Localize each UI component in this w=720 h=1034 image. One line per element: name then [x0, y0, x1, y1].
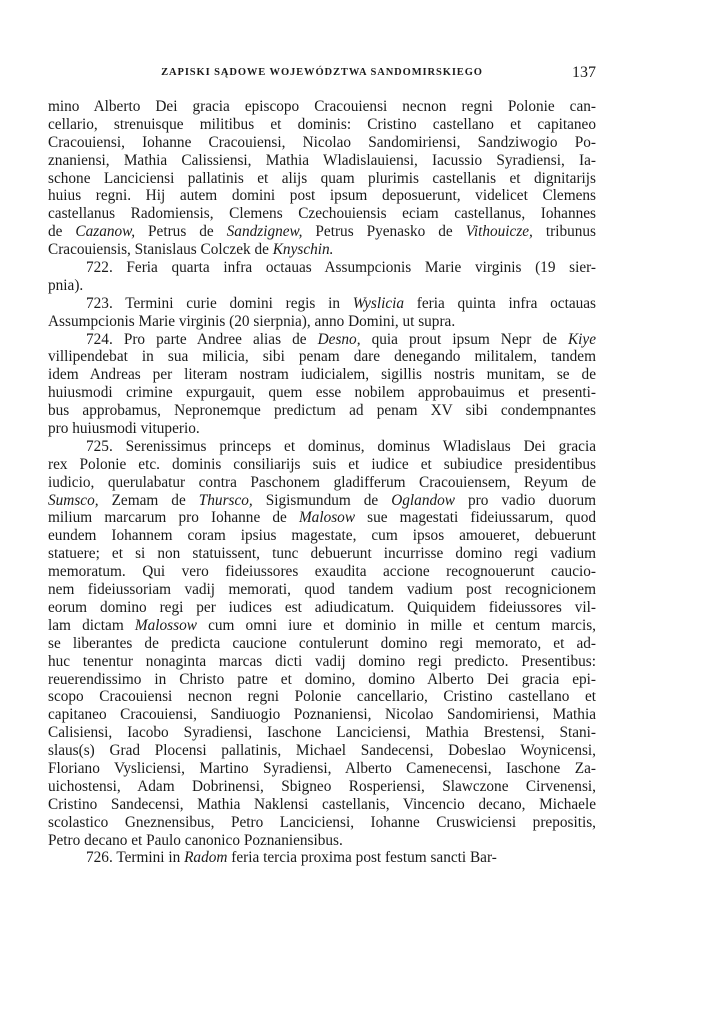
text-line	[48, 849, 596, 867]
text-span: bus approbamus, Nepronemque predictum ad penam XV sibi condempnantes	[48, 402, 596, 420]
text-line	[48, 134, 596, 152]
text-span: uichostensi, Adam Dobrinensi, Sbigneo Rosperiensi, Slawczone Cirvenensi,	[48, 777, 596, 795]
text-span: znaniensi, Mathia Calissiensi, Mathia Wladislauiensi, Iacussio Syradiensi, Ia-	[48, 151, 596, 169]
text-line	[48, 760, 596, 778]
text-span: scopo Cracouiensi necnon regni Polonie cancellario, Cristino castellano et	[48, 688, 596, 706]
text-span: iudicio, querulabatur contra Paschonem gladifferum Cracouiensem, Reyum de	[48, 473, 596, 491]
text-line	[48, 617, 596, 635]
text-span: pnia).	[48, 276, 84, 294]
text-line	[48, 205, 596, 223]
text-span: pro vadio duorum	[454, 491, 596, 509]
text-span: feria tercia proxima post festum sancti Bar-	[227, 849, 497, 867]
text-span: 724. Pro parte Andree alias de	[86, 330, 318, 348]
text-span: huc tenentur nonaginta marcas dicti vadij domino regi predicto. Presentibus:	[48, 652, 596, 670]
text-span: tribunus	[532, 223, 596, 241]
text-line	[48, 832, 596, 850]
italic-place-name: Sumsco,	[48, 491, 99, 509]
text-line	[48, 563, 596, 581]
italic-place-name: Wyslicia	[352, 294, 405, 312]
text-span: Floriano Vysliciensi, Martino Syradiensi, Alberto Camenecensi, Iaschone Za-	[48, 759, 596, 777]
running-title: ZAPISKI SĄDOWE WOJEWÓDZTWA SANDOMIRSKIEGO	[161, 67, 483, 78]
text-span: Assumpcionis Marie virginis (20 sierpnia), anno Domini, ut supra.	[48, 312, 456, 330]
italic-place-name: Malossow	[134, 616, 197, 634]
text-span: huiusmodi crimine expurgauit, quem esse nobilem approbauimus et presenti-	[48, 384, 596, 402]
text-line	[48, 366, 596, 384]
text-span: mino Alberto Dei gracia episcopo Cracouiensi necnon regni Polonie can-	[48, 98, 596, 115]
italic-place-name: Vithouicze,	[465, 223, 533, 241]
text-line	[48, 778, 596, 796]
text-line	[48, 509, 596, 527]
text-span: sue magestati fideiussarum, quod	[355, 509, 596, 527]
text-line	[48, 438, 596, 456]
text-line	[48, 796, 596, 814]
italic-place-name: Cazanow,	[75, 223, 136, 241]
text-span: Sigismundum de	[252, 491, 392, 509]
italic-place-name: Oglandow	[391, 491, 455, 509]
text-span: memoratum. Qui vero fideiussores exaudita accione recognouerunt caucio-	[48, 563, 596, 581]
text-line	[48, 402, 596, 420]
text-span: 722. Feria quarta infra octauas Assumpcionis Marie virginis (19 sier-	[86, 259, 596, 277]
text-span: 725. Serenissimus princeps et dominus, dominus Wladislaus Dei gracia	[86, 437, 596, 455]
italic-place-name: Malosow	[298, 509, 356, 527]
text-span: castellanus Radomiensis, Clemens Czechouiensis eciam castellanus, Iohannes	[48, 205, 596, 223]
text-line	[48, 295, 596, 313]
text-line	[48, 635, 596, 653]
text-span: capitaneo Cracouiensi, Sandiuogio Poznaniensi, Nicolao Sandomiriensi, Mathia	[48, 706, 596, 724]
text-line	[48, 474, 596, 492]
text-line	[48, 581, 596, 599]
text-span: Zemam de	[98, 491, 199, 509]
running-head	[48, 64, 596, 86]
italic-place-name: Radom	[184, 849, 228, 867]
text-span: Cracouiensi, Iohanne Cracouiensi, Nicolao Sandomiriensi, Sandziwogio Po-	[48, 133, 596, 151]
italic-place-name: Desno,	[317, 330, 361, 348]
text-span: scolastico Gneznensibus, Petro Lanciciensi, Iohanne Cruswiciensi prepositis,	[48, 813, 596, 831]
text-span: pro huiusmodi vituperio.	[48, 420, 200, 438]
page-number: 137	[572, 64, 596, 81]
text-span: idem Andreas per literam nostram iudicialem, sigillis nostris munitam, se de	[48, 366, 596, 384]
text-line	[48, 348, 596, 366]
text-line	[48, 331, 596, 349]
text-span: milium marcarum pro Iohanne de	[48, 509, 299, 527]
text-span: Petro decano et Paulo canonico Poznaniensibus.	[48, 831, 343, 849]
text-line	[48, 671, 596, 689]
text-line	[48, 527, 596, 545]
italic-place-name: Kiye	[567, 330, 596, 348]
text-line	[48, 170, 596, 188]
text-line	[48, 456, 596, 474]
text-span: reuerendissimo in Christo patre et domino, domino Alberto Dei gracia epi-	[48, 670, 596, 688]
text-line	[48, 223, 596, 241]
text-line	[48, 187, 596, 205]
italic-place-name: Thursco,	[198, 491, 253, 509]
text-line	[48, 706, 596, 724]
text-line	[48, 384, 596, 402]
text-line	[48, 241, 596, 259]
text-span: villipendebat in sua milicia, sibi penam dare denegando militalem, tandem	[48, 348, 596, 366]
text-span: lam dictam	[48, 616, 135, 634]
text-span: cum omni iure et dominio in mille et centum marcis,	[196, 616, 596, 634]
text-line	[48, 259, 596, 277]
text-span: huius regni. Hij autem domini post ipsum deposuerunt, videlicet Clemens	[48, 187, 596, 205]
text-line	[48, 277, 596, 295]
text-line	[48, 653, 596, 671]
text-line	[48, 724, 596, 742]
text-span: schone Lanciciensi pallatinis et alijs quam plurimis castellanis et dignitarijs	[48, 169, 596, 187]
text-span: de	[48, 223, 76, 241]
text-span: Cracouiensis, Stanislaus Colczek de	[48, 241, 273, 259]
text-span: slaus(s) Grad Plocensi pallatinis, Michael Sandecensi, Dobeslao Woynicensi,	[48, 742, 596, 760]
text-span: eundem Iohannem coram ipsius magestate, cum ipsos amoueret, debuerunt	[48, 527, 596, 545]
text-span: 726. Termini in	[86, 849, 185, 867]
italic-place-name: Sandzignew,	[226, 223, 303, 241]
text-line	[48, 116, 596, 134]
italic-place-name: Knyschin.	[272, 241, 334, 259]
text-span: nem fideiussoriam vadij memorati, quod tandem vadium post recognicionem	[48, 581, 596, 599]
text-line	[48, 492, 596, 510]
text-span: 723. Termini curie domini regis in	[86, 294, 353, 312]
text-line	[48, 599, 596, 617]
text-span: statuere; et si non statuissent, tunc debuerunt incurrisse domino regi vadium	[48, 545, 596, 563]
text-line	[48, 545, 596, 563]
text-span: eorum domino regi per iudices est adiudicatum. Quiquidem fideiussores vil-	[48, 598, 596, 616]
text-line	[48, 742, 596, 760]
text-line	[48, 98, 596, 116]
text-span: Calisiensi, Iacobo Syradiensi, Iaschone Lanciciensi, Mathia Brestensi, Stani-	[48, 724, 596, 742]
text-span: cellario, strenuisque militibus et dominis: Cristino castellano et capitaneo	[48, 115, 596, 133]
text-span: se liberantes de predicta caucione contulerunt domino regi memorato, et ad-	[48, 634, 596, 652]
text-span: Cristino Sandecensi, Mathia Naklensi castellanis, Vincencio decano, Michaele	[48, 795, 596, 813]
text-span: Petrus de	[135, 223, 227, 241]
text-span: quia prout ipsum Nepr de	[360, 330, 568, 348]
body-text	[48, 98, 596, 867]
text-line	[48, 688, 596, 706]
text-span: rex Polonie etc. dominis consiliarijs suis et iudice et subiudice presidentibus	[48, 455, 596, 473]
text-span: Petrus Pyenasko de	[302, 223, 466, 241]
text-line	[48, 814, 596, 832]
text-line	[48, 152, 596, 170]
text-line	[48, 420, 596, 438]
text-line	[48, 313, 596, 331]
text-span: feria quinta infra octauas	[404, 294, 596, 312]
